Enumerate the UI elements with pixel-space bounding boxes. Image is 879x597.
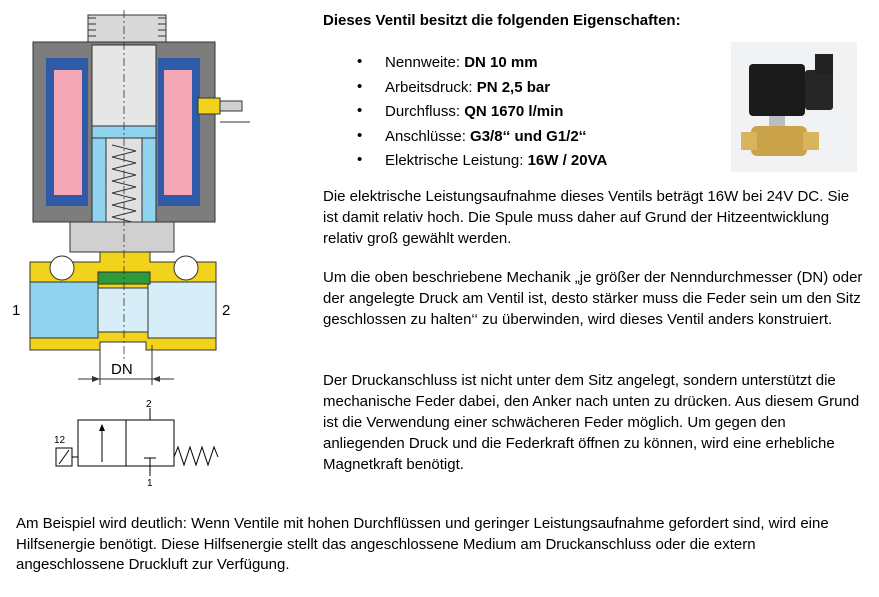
paragraph-pressure-port: Der Druckanschluss ist nicht unter dem Sitz angelegt, sondern unterstützt die mechanische Feder dabei, den Anker nach unten zu drücken. Aus diesem Grund ist die Verwendung einer schwächeren Feder möglich. Um gegen den anliegenden Druck und die Federkraft öffnen zu können, wird eine erhebliche Magnetkraft benötigt. — [323, 372, 860, 473]
property-item — [357, 102, 607, 127]
bullet-icon: • — [357, 151, 363, 168]
property-item — [357, 127, 607, 152]
bullet-icon: • — [357, 53, 363, 70]
symbol-port-pilot: 12 — [54, 435, 66, 446]
page-heading: Dieses Ventil besitzt die folgenden Eigenschaften: — [323, 12, 681, 29]
port-label-left: 1 — [12, 302, 21, 319]
property-value: DN 10 mm — [464, 54, 538, 71]
symbol-port-top: 2 — [146, 399, 152, 410]
bullet-icon: • — [357, 126, 363, 144]
property-item — [357, 53, 607, 78]
property-item — [357, 151, 607, 176]
property-value: G3/8‘‘ und G1/2‘‘ — [470, 127, 587, 145]
property-label: Arbeitsdruck: — [385, 78, 477, 96]
properties-list — [357, 53, 607, 176]
valve-product-photo — [731, 42, 857, 172]
property-item — [357, 78, 607, 103]
paragraph-conclusion: Am Beispiel wird deutlich: Wenn Ventile mit hohen Durchflüssen und geringer Leistungsaufnahme gefordert sind, wird eine Hilfsenergie benötigt. Diese Hilfsenergie stellt das angeschlossene Medium am Druckanschluss oder die extern angeschlossene Druckluft zur Verfügung. — [16, 515, 829, 573]
valve-cross-section-diagram — [8, 10, 308, 390]
bullet-icon: • — [357, 102, 363, 119]
dn-label: DN — [111, 361, 133, 378]
port-label-right: 2 — [222, 302, 231, 319]
property-value: 16W / 20VA — [527, 152, 608, 169]
property-label: Anschlüsse: — [385, 127, 471, 145]
bullet-icon: • — [357, 77, 363, 95]
property-value: PN 2,5 bar — [476, 78, 551, 96]
property-label: Elektrische Leistung: — [385, 152, 528, 169]
valve-circuit-symbol — [44, 396, 274, 490]
property-label: Nennweite: — [385, 54, 465, 71]
symbol-port-bottom: 1 — [147, 478, 153, 489]
paragraph-mechanics: Um die oben beschriebene Mechanik „je größer der Nenndurchmesser (DN) oder der angelegte Druck am Ventil ist, desto stärker muss die Feder sein um den Sitz geschlossen zu halten‘‘ zu überwinden, wird dieses Ventil anders konstruiert. — [323, 269, 863, 328]
property-label: Durchfluss: — [385, 103, 465, 120]
property-value: QN 1670 l/min — [464, 103, 564, 120]
paragraph-power: Die elektrische Leistungsaufnahme dieses Ventils beträgt 16W bei 24V DC. Sie ist damit relativ hoch. Die Spule muss daher auf Grund der Hitzeentwicklung relativ groß gewählt werden. — [323, 188, 850, 247]
